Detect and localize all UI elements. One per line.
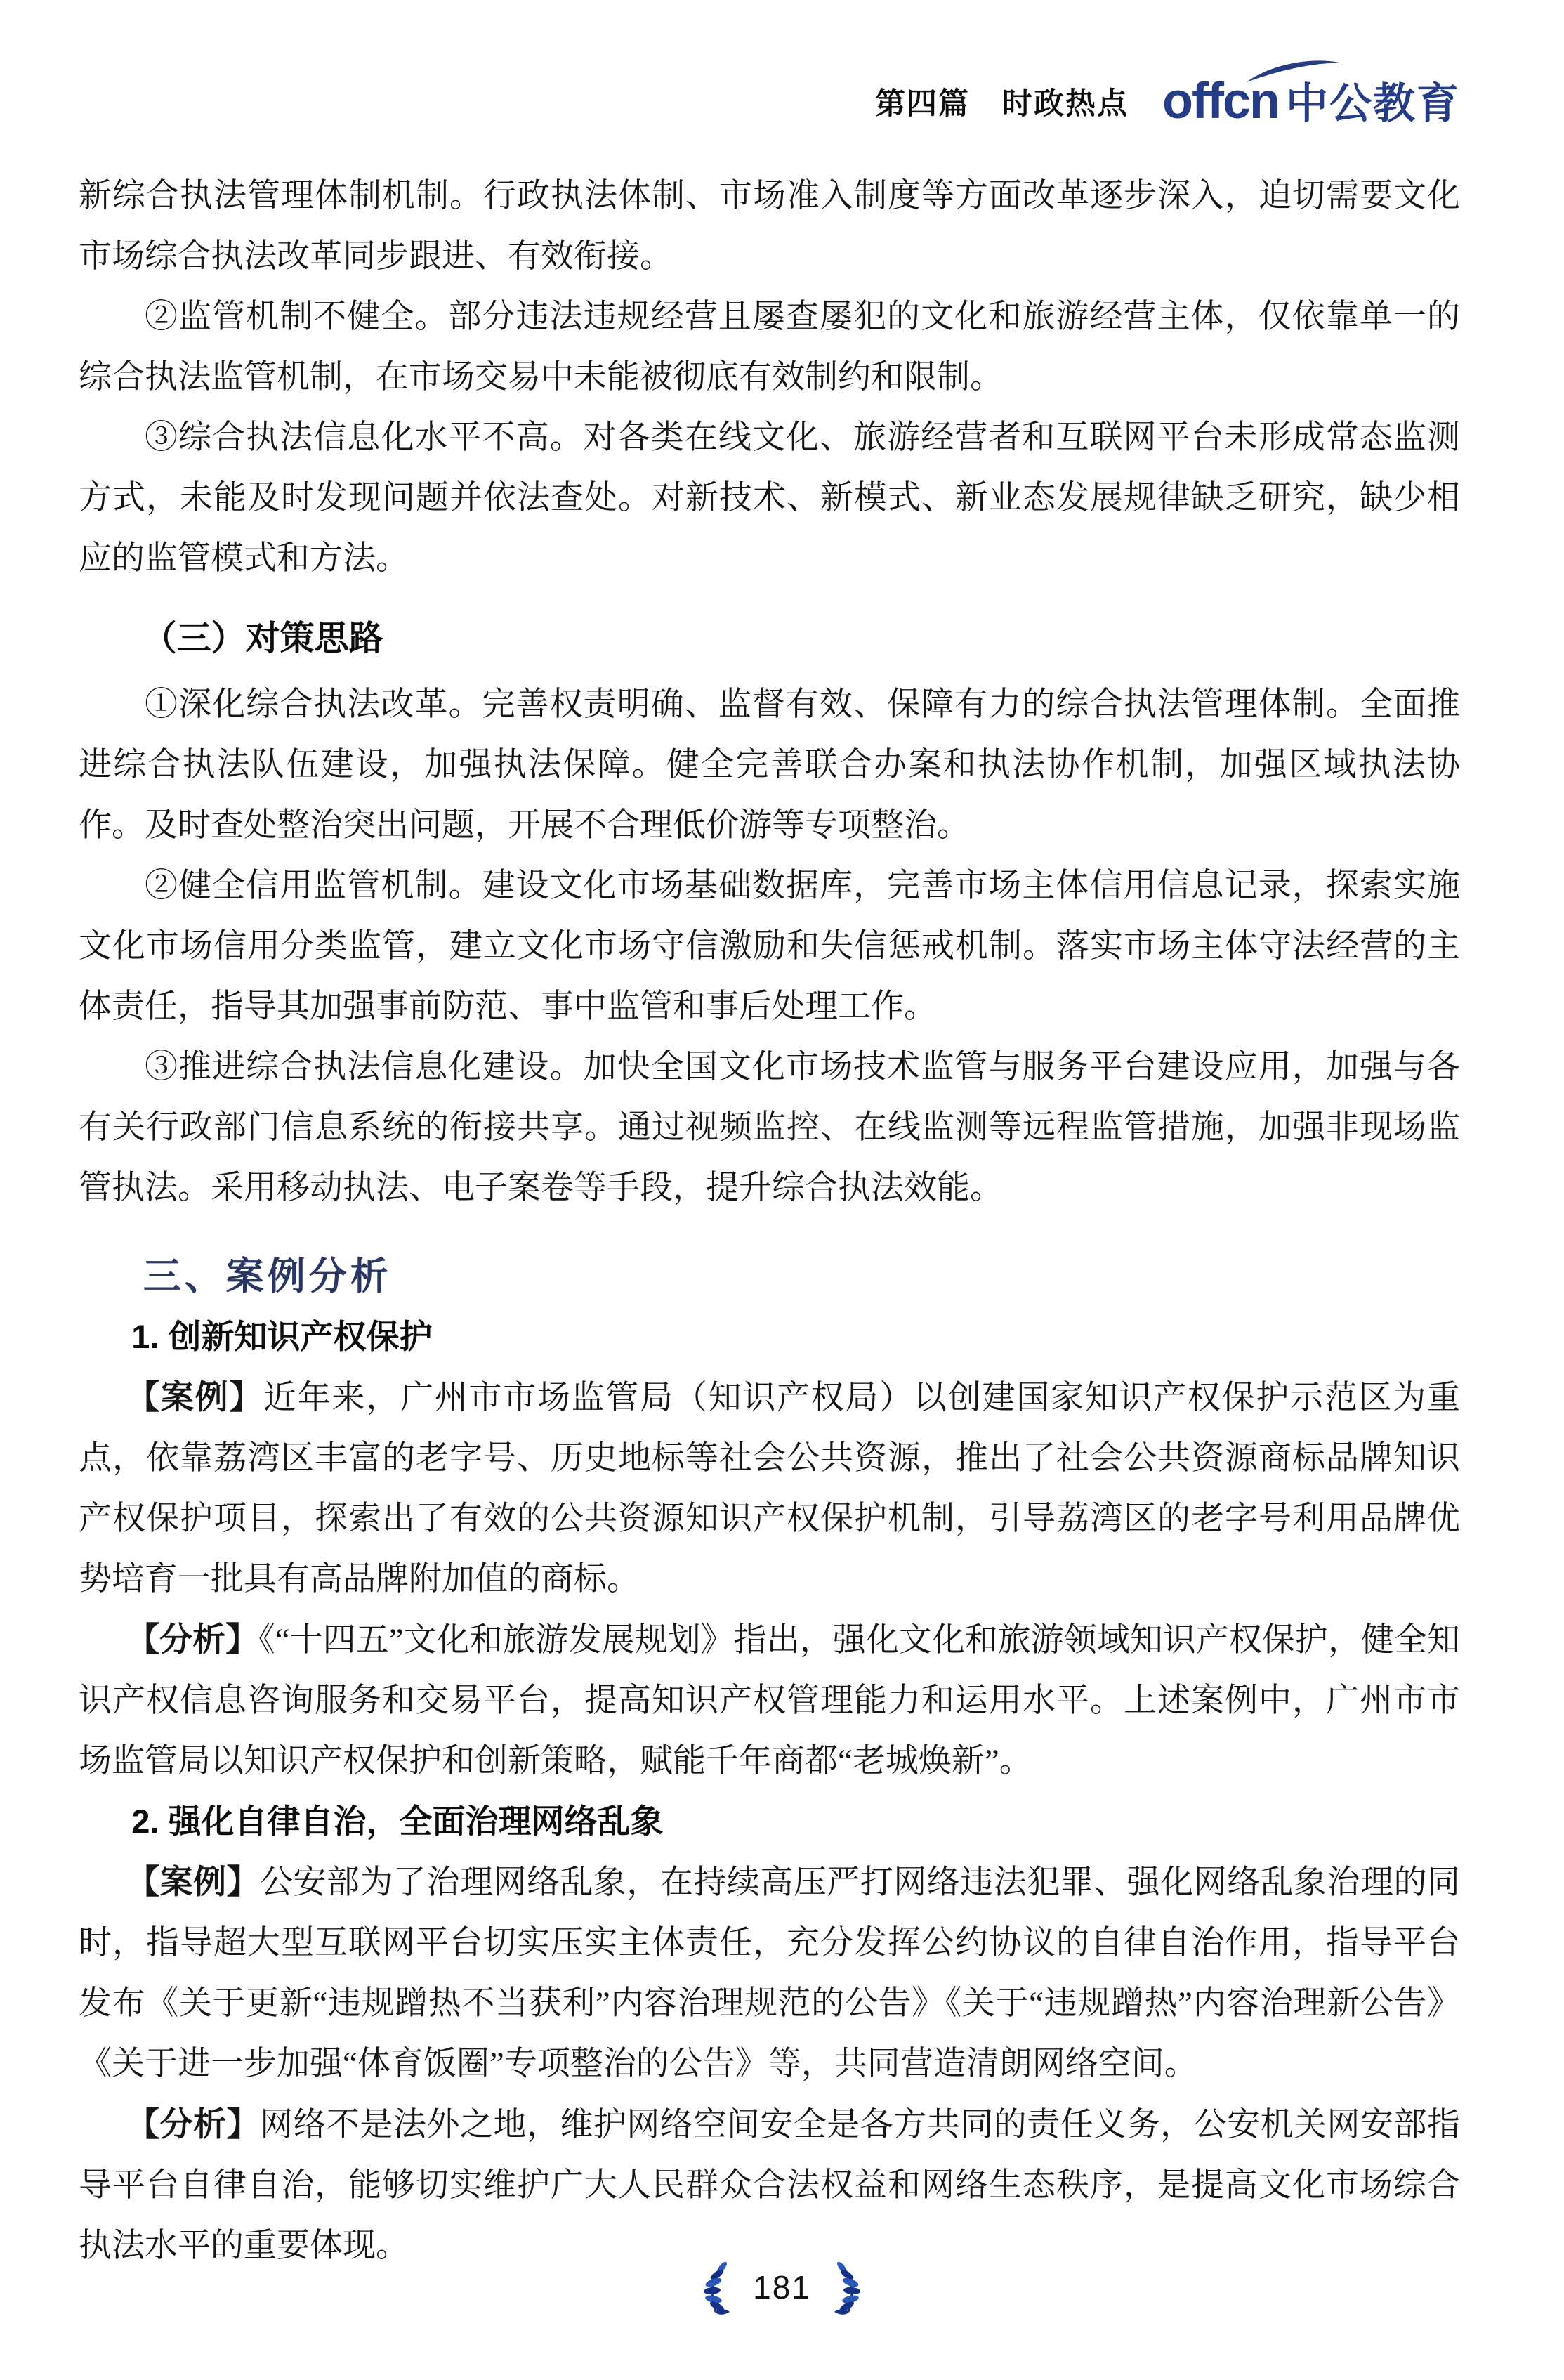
logo-swoosh-icon bbox=[1245, 58, 1343, 83]
subheading-case-2: 2. 强化自律自治，全面治理网络乱象 bbox=[131, 1803, 664, 1840]
paragraph-strategy-2: ②健全信用监管机制。建设文化市场基础数据库，完善市场主体信用信息记录，探索实施文化市场信用分类监管，建立文化市场守信激励和失信惩戒机制。落实市场主体守法经营的主体责任，指导其加强事前防范、事中监管和事后处理工作。 bbox=[79, 868, 1460, 1025]
page-footer bbox=[0, 2259, 1564, 2315]
subheading-case-1: 1. 创新知识产权保护 bbox=[131, 1318, 433, 1355]
analysis-label: 【分析】 bbox=[126, 2105, 261, 2143]
case-text: 公安部为了治理网络乱象，在持续高压严打网络违法犯罪、强化网络乱象治理的同时，指导超大型互联网平台切实压实主体责任，充分发挥公约协议的自律自治作用，指导平台发布《关于更新“违规蹭热不当获利”内容治理规范的公告》《关于“违规蹭热”内容治理新公告》《关于进一步加强“体育饭圈”专项整治的公告》等，共同营造清朗网络空间。 bbox=[79, 1864, 1461, 2082]
logo-latin-text: offcn bbox=[1162, 73, 1279, 129]
page-content bbox=[79, 166, 1460, 2276]
laurel-left-icon bbox=[694, 2259, 732, 2315]
section-label: 第四篇 bbox=[875, 86, 971, 121]
paragraph-problem-3: ③综合执法信息化水平不高。对各类在线文化、旅游经营者和互联网平台未形成常态监测方式，未能及时发现问题并依法查处。对新技术、新模式、新业态发展规律缺乏研究，缺少相应的监管模式和方法。 bbox=[79, 419, 1460, 577]
paragraph-strategy-3: ③推进综合执法信息化建设。加快全国文化市场技术监管与服务平台建设应用，加强与各有关行政部门信息系统的衔接共享。通过视频监控、在线监测等远程监管措施，加强非现场监管执法。采用移动执法、电子案卷等手段，提升综合执法效能。 bbox=[79, 1049, 1460, 1206]
paragraph-strategy-1: ①深化综合执法改革。完善权责明确、监督有效、保障有力的综合执法管理体制。全面推进综合执法队伍建设，加强执法保障。健全完善联合办案和执法协作机制，加强区域执法协作。及时查处整治突出问题，开展不合理低价游等专项整治。 bbox=[79, 686, 1460, 844]
paragraph-analysis-1 bbox=[79, 1609, 1460, 1791]
case-text: 近年来，广州市市场监管局（知识产权局）以创建国家知识产权保护示范区为重点，依靠荔湾区丰富的老字号、历史地标等社会公共资源，推出了社会公共资源商标品牌知识产权保护项目，探索出了有效的公共资源知识产权保护机制，引导荔湾区的老字号利用品牌优势培育一批具有高品牌附加值的商标。 bbox=[79, 1380, 1461, 1597]
page-number: 181 bbox=[753, 2269, 811, 2306]
case-label: 【案例】 bbox=[126, 1378, 264, 1415]
header-titles bbox=[875, 80, 1129, 123]
analysis-label: 【分析】 bbox=[126, 1621, 259, 1658]
offcn-logo bbox=[1162, 73, 1460, 129]
heading-strategy: （三）对策思路 bbox=[142, 620, 383, 658]
paragraph-case-2 bbox=[79, 1852, 1460, 2094]
heading-case-analysis: 三、案例分析 bbox=[143, 1255, 392, 1297]
section-title: 时政热点 bbox=[1002, 86, 1129, 121]
laurel-right-icon bbox=[832, 2259, 870, 2315]
page-header bbox=[79, 62, 1460, 140]
logo-cn-text: 中公教育 bbox=[1286, 80, 1460, 127]
analysis-text: 《“十四五”文化和旅游发展规划》指出，强化文化和旅游领域知识产权保护，健全知识产权信息咨询服务和交易平台，提高知识产权管理能力和运用水平。上述案例中，广州市市场监管局以知识产权保护和创新策略，赋能千年商都“老城焕新”。 bbox=[79, 1622, 1460, 1779]
paragraph-intro-continuation: 新综合执法管理体制机制。行政执法体制、市场准入制度等方面改革逐步深入，迫切需要文化市场综合执法改革同步跟进、有效衔接。 bbox=[79, 178, 1460, 275]
paragraph-case-1 bbox=[79, 1367, 1460, 1609]
paragraph-analysis-2 bbox=[79, 2094, 1460, 2276]
paragraph-problem-2: ②监管机制不健全。部分违法违规经营且屡查屡犯的文化和旅游经营主体，仅依靠单一的综合执法监管机制，在市场交易中未能被彻底有效制约和限制。 bbox=[79, 299, 1460, 395]
case-label: 【案例】 bbox=[126, 1863, 261, 1900]
analysis-text: 网络不是法外之地，维护网络空间安全是各方共同的责任义务，公安机关网安部指导平台自律自治，能够切实维护广大人民群众合法权益和网络生态秩序，是提高文化市场综合执法水平的重要体现。 bbox=[79, 2107, 1461, 2264]
